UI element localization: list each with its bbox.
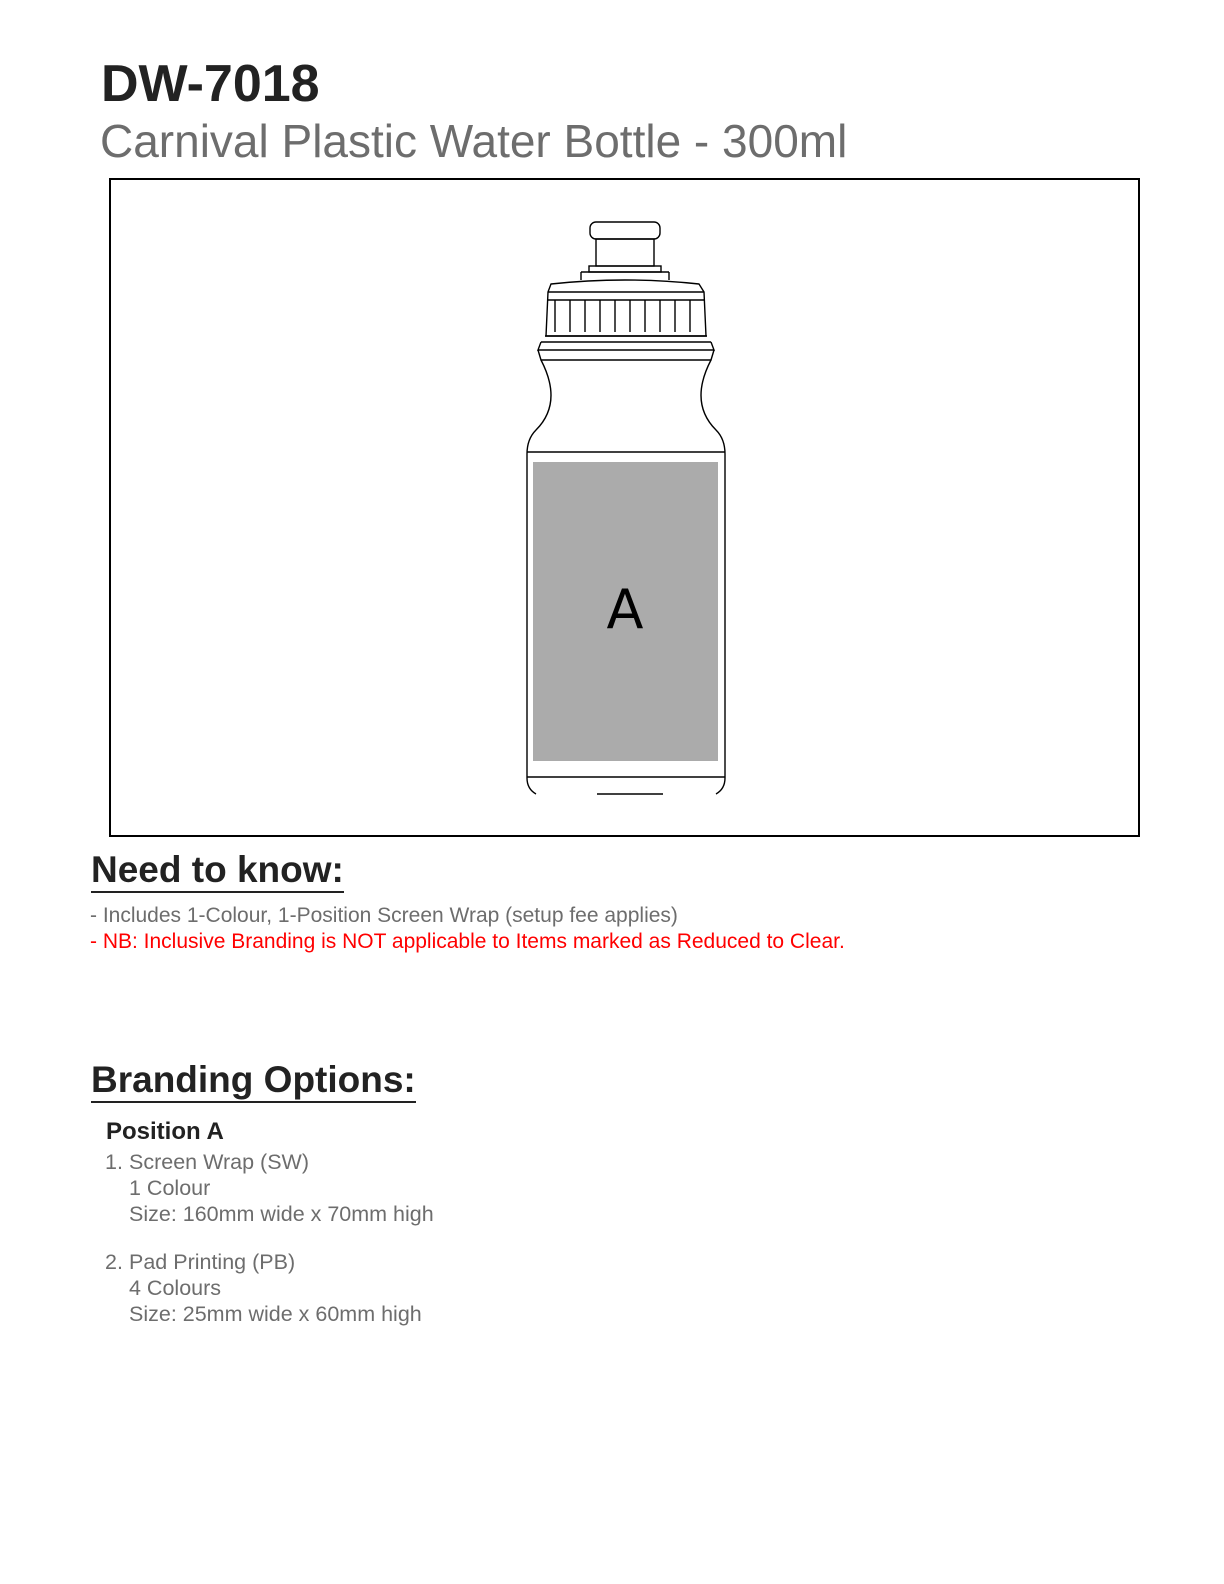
bottle-cap (541, 280, 711, 342)
position-a-title: Position A (106, 1118, 224, 1145)
option-size: Size: 160mm wide x 70mm high (129, 1202, 434, 1226)
print-area-label: A (606, 578, 644, 641)
bottle-illustration (111, 180, 1138, 835)
product-title: Carnival Plastic Water Bottle - 300ml (100, 115, 848, 167)
product-code: DW-7018 (101, 55, 320, 113)
option-colours: 4 Colours (129, 1276, 222, 1300)
branding-options-heading: Branding Options: (91, 1061, 416, 1103)
option-method: Screen Wrap (SW) (129, 1150, 309, 1174)
bottle-collar (538, 342, 714, 360)
note-included-branding: - Includes 1-Colour, 1-Position Screen Wrap (setup fee applies) (90, 904, 678, 927)
option-method: Pad Printing (PB) (129, 1250, 296, 1274)
option-number: 1. (105, 1150, 123, 1174)
bottle-nozzle (581, 222, 669, 280)
need-to-know-heading: Need to know: (91, 851, 344, 893)
option-colours: 1 Colour (129, 1176, 211, 1200)
product-illustration-frame (109, 178, 1140, 837)
option-size: Size: 25mm wide x 60mm high (129, 1302, 422, 1326)
option-number: 2. (105, 1250, 123, 1274)
note-reduced-to-clear-warning: - NB: Inclusive Branding is NOT applicable to Items marked as Reduced to Clear. (90, 930, 845, 953)
